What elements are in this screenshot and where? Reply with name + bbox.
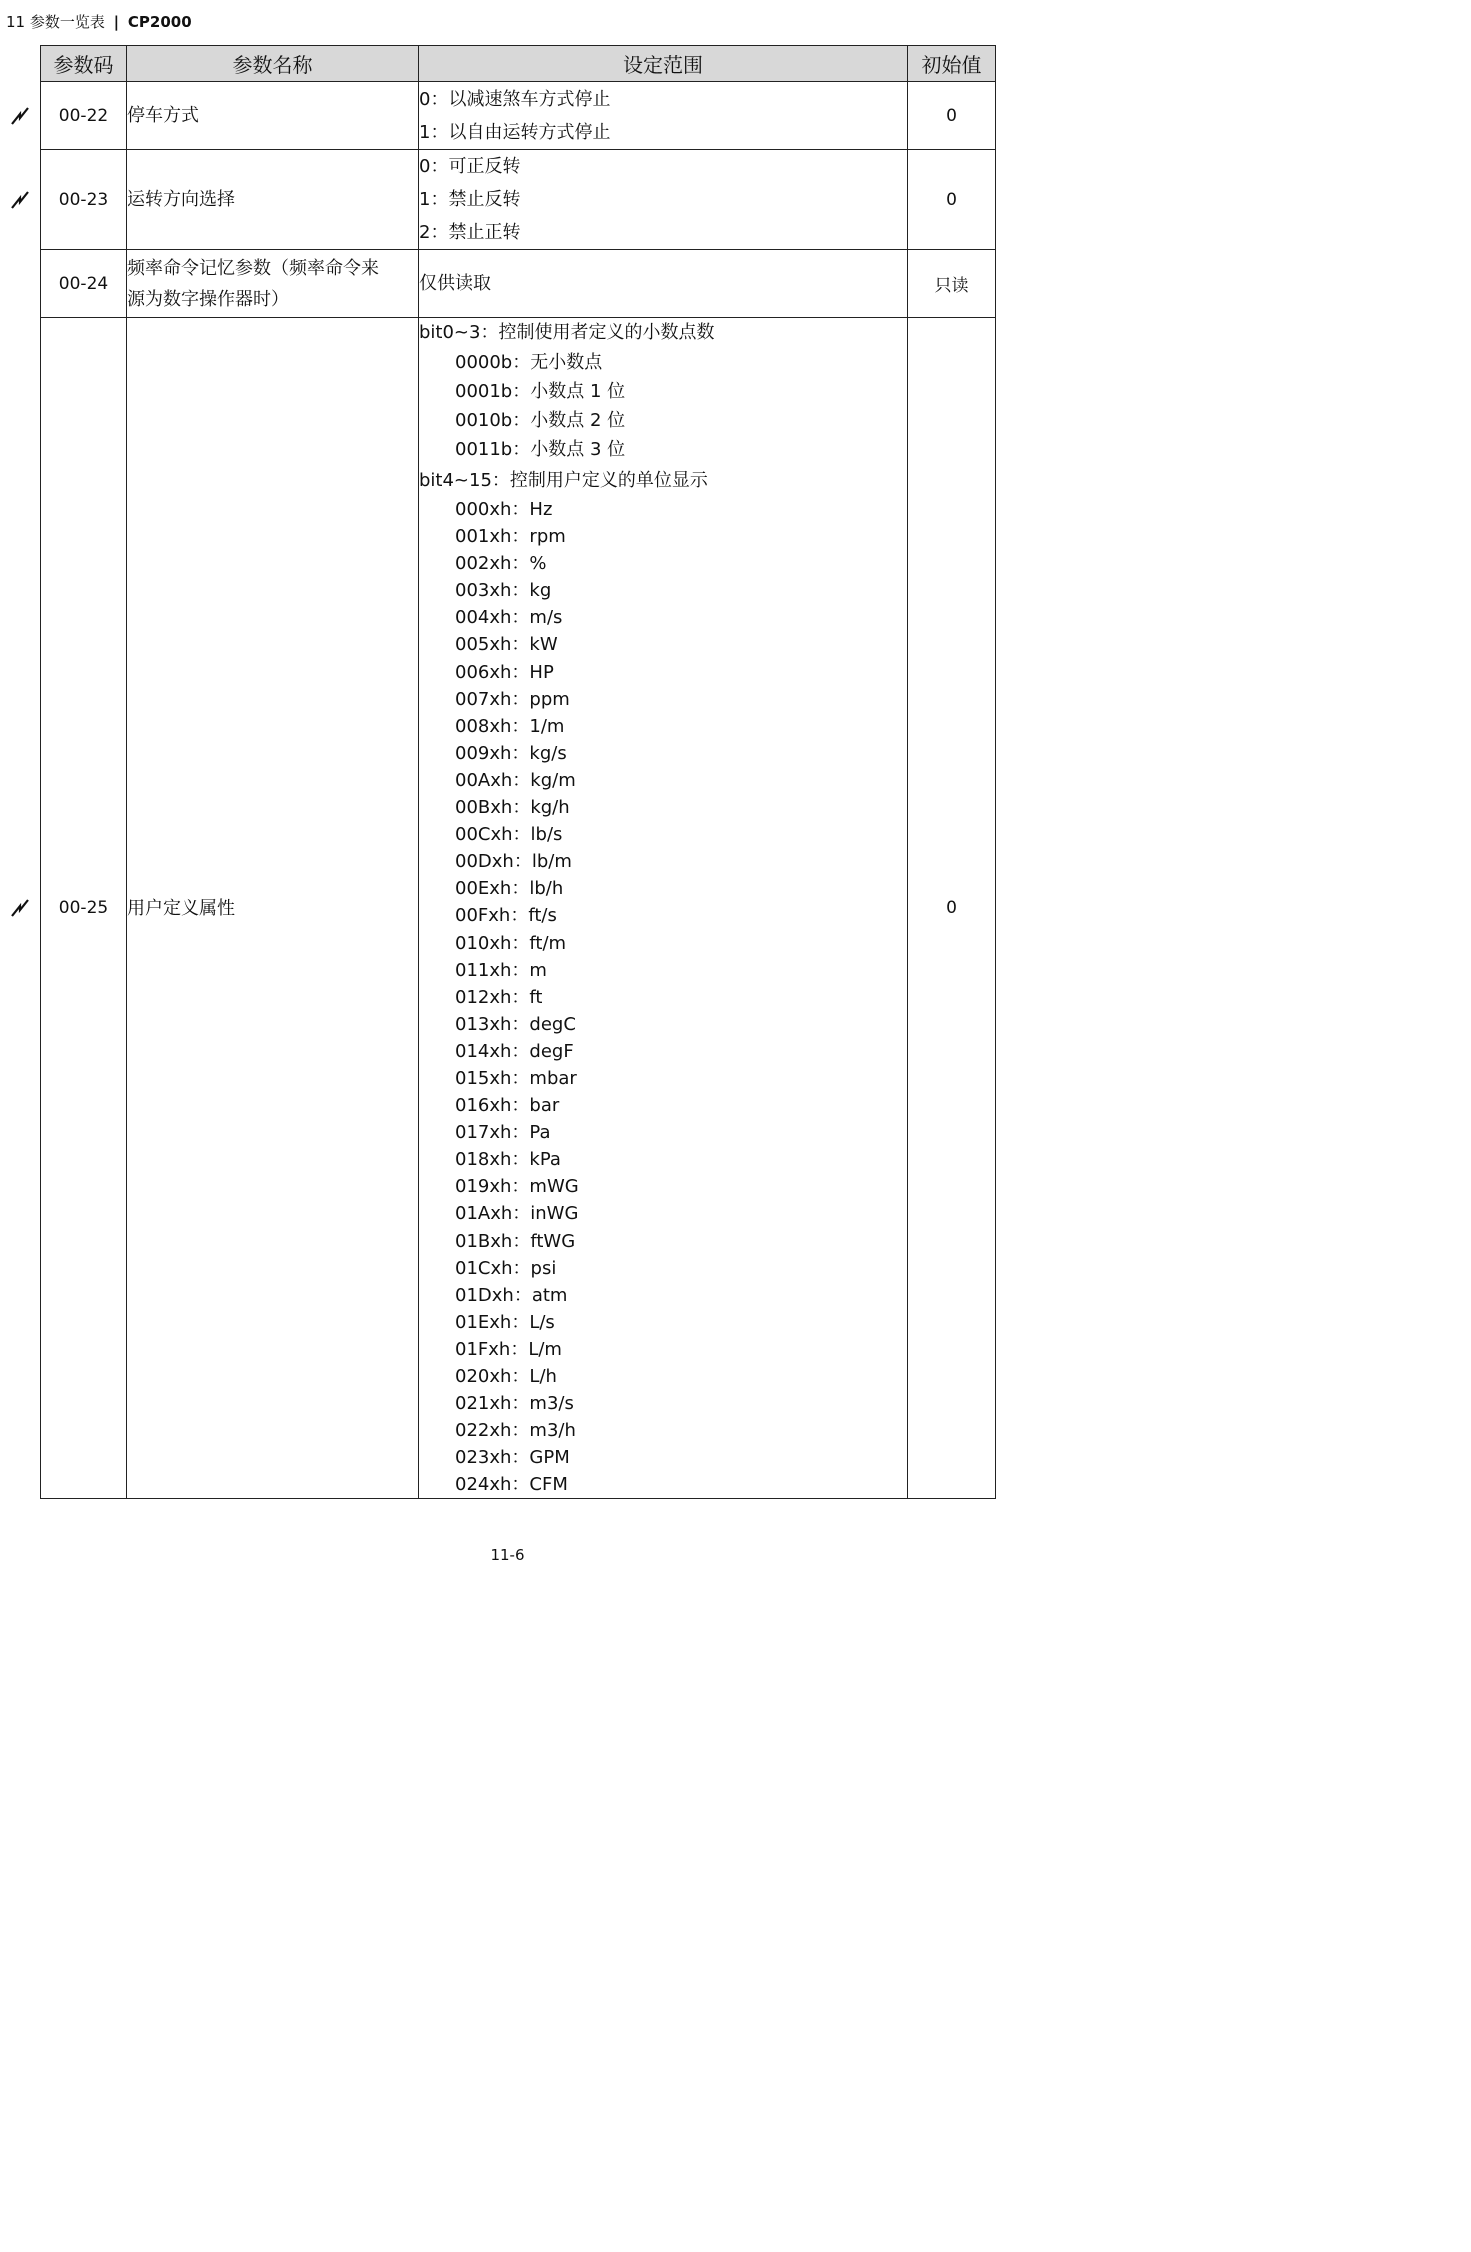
unit-option: 021xh：m3/s	[455, 1393, 574, 1415]
unit-option: 008xh：1/m	[455, 715, 565, 737]
range-line: 1：以自由运转方式停止	[419, 121, 611, 143]
parameter-table	[40, 45, 996, 1499]
unit-option: 019xh：mWG	[455, 1176, 579, 1198]
unit-option: 00Bxh：kg/h	[455, 797, 570, 819]
unit-option: 00Axh：kg/m	[455, 769, 576, 791]
bit-range-header: bit0~3：控制使用者定义的小数点数	[419, 322, 715, 343]
unit-option: 015xh：mbar	[455, 1067, 577, 1089]
unit-option: 01Fxh：L/m	[455, 1338, 562, 1360]
running-head	[6, 11, 192, 33]
unit-option: 005xh：kW	[455, 634, 558, 656]
param-range	[419, 250, 908, 318]
unit-option: 001xh：rpm	[455, 526, 566, 548]
chapter-title: 11 参数一览表	[6, 13, 105, 31]
param-initial: 0	[908, 150, 996, 250]
param-name: 停车方式	[127, 82, 419, 150]
unit-option: 01Bxh：ftWG	[455, 1230, 576, 1252]
table-row	[41, 250, 996, 318]
lightning-icon	[11, 899, 29, 917]
table-row	[41, 318, 996, 1499]
param-name: 用户定义属性	[127, 318, 419, 1499]
decimal-option: 0000b：无小数点	[455, 352, 603, 373]
unit-option: 00Fxh：ft/s	[455, 905, 557, 927]
page-number: 11-6	[490, 1546, 525, 1564]
param-code: 00-25	[58, 898, 109, 919]
range-line: 0：可正反转	[419, 156, 521, 177]
range-line: 1：禁止反转	[419, 189, 521, 210]
range-line: 2：禁止正转	[419, 222, 521, 243]
decimal-option: 0001b：小数点 1 位	[455, 381, 626, 402]
unit-option: 01Axh：inWG	[455, 1203, 579, 1225]
param-range	[419, 82, 908, 150]
unit-option: 016xh：bar	[455, 1095, 560, 1117]
unit-option: 002xh：%	[455, 553, 547, 575]
unit-option: 010xh：ft/m	[455, 932, 567, 954]
param-initial: 只读	[908, 250, 996, 318]
unit-option: 009xh：kg/s	[455, 742, 567, 764]
param-code: 00-22	[58, 105, 109, 126]
unit-option: 01Exh：L/s	[455, 1311, 555, 1333]
unit-option: 017xh：Pa	[455, 1122, 551, 1144]
model-name: CP2000	[127, 13, 192, 31]
unit-option: 022xh：m3/h	[455, 1420, 576, 1442]
param-initial: 0	[908, 82, 996, 150]
unit-option: 003xh：kg	[455, 580, 552, 602]
unit-option: 000xh：Hz	[455, 499, 553, 520]
decimal-option: 0010b：小数点 2 位	[455, 410, 626, 431]
unit-option: 007xh：ppm	[455, 688, 570, 710]
param-range	[419, 150, 908, 250]
unit-option: 01Cxh：psi	[455, 1257, 557, 1279]
range-line: 仅供读取	[419, 273, 491, 294]
unit-option: 023xh：GPM	[455, 1447, 570, 1469]
param-name-line: 频率命令记忆参数（频率命令来	[127, 257, 379, 279]
unit-option: 011xh：m	[455, 959, 547, 981]
param-name-line: 源为数字操作器时）	[127, 288, 289, 310]
param-name	[127, 250, 419, 318]
lightning-icon	[11, 107, 29, 125]
param-code: 00-23	[58, 189, 109, 210]
unit-option: 004xh：m/s	[455, 607, 563, 629]
param-range	[419, 318, 908, 1499]
unit-option: 00Dxh：lb/m	[455, 851, 572, 873]
unit-option: 00Exh：lb/h	[455, 878, 564, 900]
header-code: 参数码	[41, 46, 127, 82]
unit-options	[419, 496, 907, 1498]
param-initial: 0	[908, 318, 996, 1499]
unit-option: 01Dxh：atm	[455, 1284, 568, 1306]
unit-option: 006xh：HP	[455, 661, 554, 683]
decimal-option: 0011b：小数点 3 位	[455, 439, 626, 460]
param-name: 运转方向选择	[127, 150, 419, 250]
unit-option: 013xh：degC	[455, 1013, 576, 1035]
table-row	[41, 82, 996, 150]
bit-range-header: bit4~15：控制用户定义的单位显示	[419, 470, 708, 491]
unit-option: 024xh：CFM	[455, 1474, 568, 1496]
header-separator: |	[113, 13, 120, 31]
range-line: 0：以减速煞车方式停止	[419, 88, 611, 110]
header-initial: 初始值	[908, 46, 996, 82]
unit-option: 014xh：degF	[455, 1040, 574, 1062]
unit-option: 020xh：L/h	[455, 1366, 557, 1387]
table-header-row	[41, 46, 996, 82]
param-code: 00-24	[58, 273, 109, 294]
unit-option: 018xh：kPa	[455, 1149, 561, 1171]
unit-option: 012xh：ft	[455, 986, 543, 1008]
unit-option: 00Cxh：lb/s	[455, 824, 563, 846]
decimal-options	[419, 348, 907, 464]
header-range: 设定范围	[419, 46, 908, 82]
header-name: 参数名称	[127, 46, 419, 82]
table-row	[41, 150, 996, 250]
lightning-icon	[11, 191, 29, 209]
